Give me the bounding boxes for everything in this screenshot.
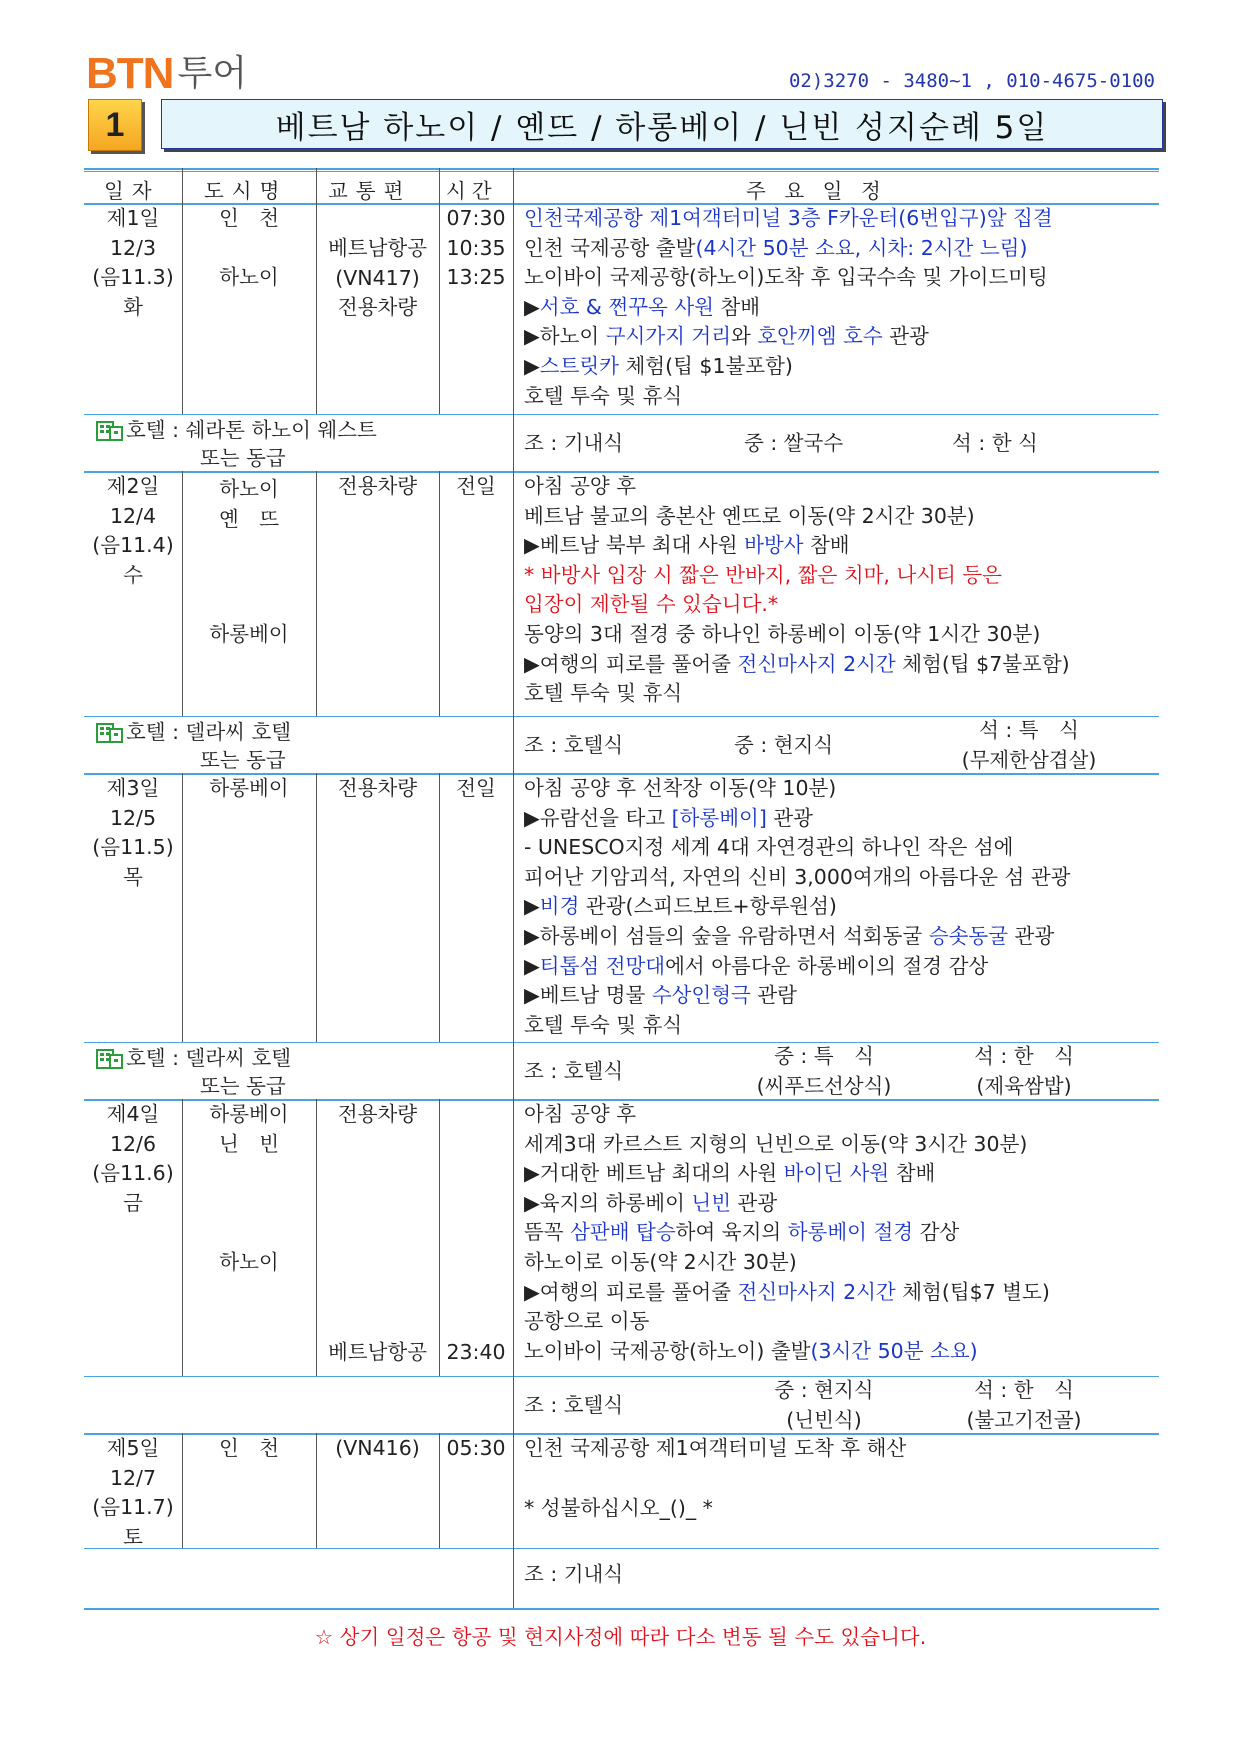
transport: 전용차량	[337, 1102, 418, 1126]
logo-tour: 투어	[177, 53, 247, 94]
time: 전일	[456, 776, 496, 800]
schedule-text: 인천국제공항 제1여객터미널 3층 F카운터(6번입구)앞 집결 인천 국제공항 출발(4시간 50분 소요, 시차: 2시간 느림) 노이바이 국제공항(하노이)도착 후 입국수속 및 가이드미팅 ▶서호 & 쩐꾸옥 사원 참배 ▶하노이 구시가지 거리와 호안끼엠 호수 관광 ▶스트릿카 체험(팁 $1불포함) 호텔 투숙 및 휴식	[524, 206, 1053, 408]
city: 하노이	[219, 265, 279, 289]
city: 하노이 옌 뜨	[218, 477, 280, 531]
time: 05:30	[446, 1436, 506, 1460]
transport: (VN416)	[335, 1436, 420, 1460]
city: 하롱베이	[209, 622, 289, 646]
rule	[84, 171, 1159, 172]
day-label: 제5일 12/7 (음11.7) 토	[92, 1436, 174, 1549]
time: 23:40	[446, 1340, 506, 1364]
meal-dinner: 석 : 한 식 (불고기전골)	[966, 1378, 1082, 1432]
hotel-icon	[96, 419, 124, 441]
schedule-text: 아침 공양 후 베트남 불교의 총본산 옌뜨로 이동(약 2시간 30분) ▶베트남 북부 최대 사원 바방사 참배 * 바방사 입장 시 짧은 반바지, 짧은 치마, 나시티 등은 입장이 제한될 수 있습니다.* 동양의 3대 절경 중 하나인 하롱베이 이동(약 1시간 30분) ▶여행의 피로를 풀어줄 전신마사지 2시간 체험(팁 $7불포함) 호텔 투숙 및 휴식	[524, 474, 1070, 706]
schedule-text: 아침 공양 후 선착장 이동(약 10분) ▶유람선을 타고 [하롱베이] 관광 - UNESCO지정 세계 4대 자연경관의 하나인 작은 섬에 피어난 기암괴석, 자연의 신비 3,000여개의 아름다운 섬 관광 ▶비경 관광(스피드보트+항루원섬) ▶하롱베이 섬들의 숲을 유람하면서 석회동굴 승솟동굴 관광 ▶티톱섬 전망대에서 아름다운 하롱베이의 절경 감상 ▶베트남 명물 수상인형극 관람 호텔 투숙 및 휴식	[524, 776, 1071, 1037]
footer-note: ☆ 상기 일정은 항공 및 현지사정에 따라 다소 변동 될 수도 있습니다.	[314, 1625, 927, 1649]
header-date: 일자	[104, 179, 160, 203]
rule	[84, 168, 1159, 170]
hotel-info: 호텔 : 쉐라톤 하노이 웨스트 또는 동급	[96, 416, 377, 472]
city: 하롱베이 닌 빈	[209, 1102, 289, 1156]
header-transport: 교통편	[328, 179, 412, 203]
meal-breakfast: 조 : 호텔식	[524, 1393, 624, 1417]
rule	[84, 414, 1159, 415]
transport: 베트남항공 (VN417) 전용차량	[327, 236, 427, 320]
transport: 베트남항공	[327, 1340, 427, 1364]
day-label: 제1일 12/3 (음11.3) 화	[92, 206, 174, 319]
itinerary-number: 1	[88, 99, 142, 151]
day-label: 제2일 12/4 (음11.4) 수	[92, 474, 174, 587]
itinerary-table	[84, 168, 1159, 1611]
meal-dinner: 석 : 한 식	[952, 431, 1038, 455]
rule	[84, 1548, 1159, 1549]
meal-lunch: 중 : 현지식 (닌빈식)	[774, 1378, 874, 1432]
city: 하롱베이	[209, 776, 289, 800]
hotel-icon	[96, 1047, 124, 1069]
meal-breakfast: 조 : 호텔식	[524, 733, 624, 757]
hotel-info: 호텔 : 델라씨 호텔 또는 동급	[96, 1044, 291, 1100]
meal-breakfast: 조 : 기내식	[524, 1562, 624, 1586]
meal-dinner: 석 : 특 식 (무제한삼겹살)	[961, 718, 1097, 772]
transport: 전용차량	[337, 776, 418, 800]
day-label: 제3일 12/5 (음11.5) 목	[92, 776, 174, 889]
header-time: 시간	[446, 179, 498, 203]
hotel-info: 호텔 : 델라씨 호텔 또는 동급	[96, 718, 291, 774]
header-city: 도시명	[204, 179, 288, 203]
transport: 전용차량	[337, 474, 418, 498]
meal-lunch: 중 : 특 식 (씨푸드선상식)	[756, 1044, 892, 1098]
page-title: 베트남 하노이 / 옌뜨 / 하롱베이 / 닌빈 성지순례 5일	[161, 99, 1163, 149]
day-label: 제4일 12/6 (음11.6) 금	[92, 1102, 174, 1215]
meal-breakfast: 조 : 호텔식	[524, 1059, 624, 1083]
brand-logo	[86, 49, 247, 98]
time: 07:30 10:35 13:25	[446, 206, 506, 290]
rule	[84, 1608, 1159, 1610]
logo-btn: BTN	[86, 49, 174, 98]
schedule-text: 아침 공양 후 세계3대 카르스트 지형의 닌빈으로 이동(약 3시간 30분) ▶거대한 베트남 최대의 사원 바이딘 사원 참배 ▶육지의 하롱베이 닌빈 관광 뜸꼭 삼판배 탑승하여 육지의 하롱베이 절경 감상 하노이로 이동(약 2시간 30분) ▶여행의 피로를 풀어줄 전신마사지 2시간 체험(팁$7 별도) 공항으로 이동 노이바이 국제공항(하노이) 출발(3시간 50분 소요)	[524, 1102, 1050, 1363]
schedule-text: 인천 국제공항 제1여객터미널 도착 후 해산	[524, 1436, 907, 1460]
meal-lunch: 중 : 쌀국수	[744, 431, 844, 455]
header-schedule: 주 요 일 정	[746, 179, 887, 203]
time: 전일	[456, 474, 496, 498]
hotel-icon	[96, 721, 124, 743]
meal-dinner: 석 : 한 식 (제육쌈밥)	[974, 1044, 1074, 1098]
city: 하노이	[219, 1250, 279, 1274]
phone-number: 02)3270 - 3480~1 , 010-4675-0100	[788, 70, 1155, 92]
city: 인 천	[218, 206, 280, 230]
schedule-text: * 성불하십시오_()_ *	[524, 1496, 713, 1520]
meal-breakfast: 조 : 기내식	[524, 431, 624, 455]
city: 인 천	[218, 1436, 280, 1460]
meal-lunch: 중 : 현지식	[734, 733, 834, 757]
